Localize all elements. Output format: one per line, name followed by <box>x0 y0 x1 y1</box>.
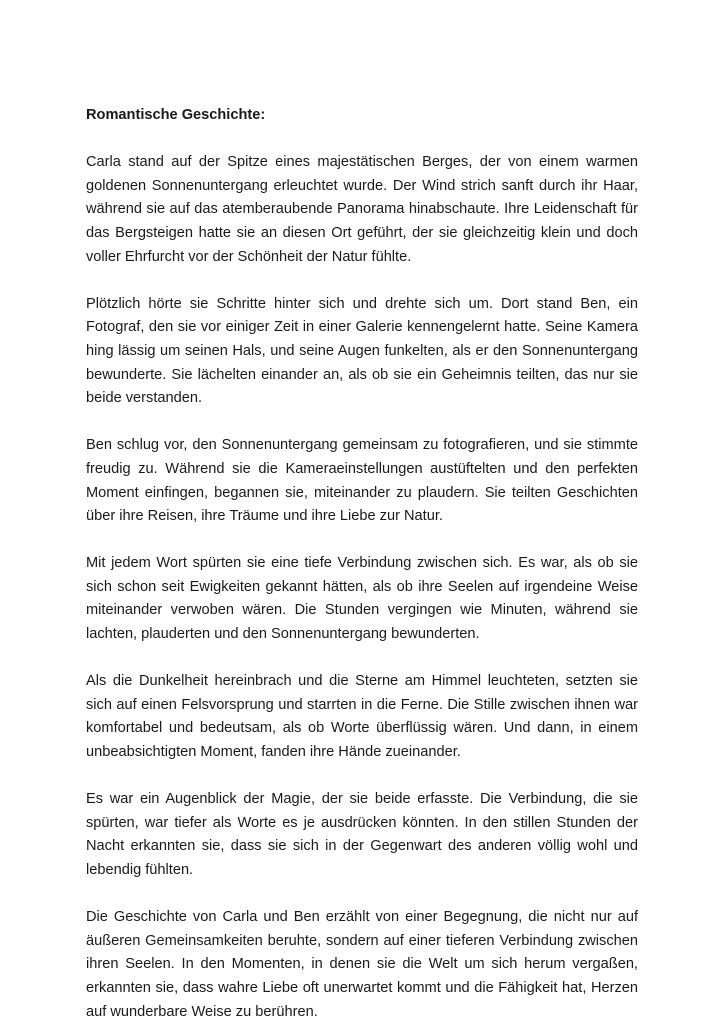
document-title: Romantische Geschichte: <box>86 107 266 123</box>
paragraph-6: Es war ein Augenblick der Magie, der sie beide erfasste. Die Verbindung, die sie spürten, war tiefer als Worte es je ausdrücken könnten. In den stillen Stunden der Nacht erkannten sie, dass sie sich in der Gegenwart des anderen völlig wohl und lebendig fühlten. <box>86 791 638 878</box>
paragraph-1: Carla stand auf der Spitze eines majestätischen Berges, der von einem warmen goldenen Sonnenuntergang erleuchtet wurde. Der Wind strich sanft durch ihr Haar, während sie auf das atemberaubende Panorama hinabschaute. Ihre Leidenschaft für das Bergsteigen hatte sie an diesen Ort geführt, der sie gleichzeitig klein und doch voller Ehrfurcht vor der Schönheit der Natur fühlte. <box>86 154 638 265</box>
paragraph-3: Ben schlug vor, den Sonnenuntergang gemeinsam zu fotografieren, und sie stimmte freudig zu. Während sie die Kameraeinstellungen austüftelten und den perfekten Moment einfingen, begannen sie, miteinander zu plaudern. Sie teilten Geschichten über ihre Reisen, ihre Träume und ihre Liebe zur Natur. <box>86 437 638 525</box>
paragraph-5: Als die Dunkelheit hereinbrach und die Sterne am Himmel leuchteten, setzten sie sich auf einen Felsvorsprung und starrten in die Ferne. Die Stille zwischen ihnen war komfortabel und bedeutsam, als ob Worte überflüssig wären. Und dann, in einem unbeabsichtigten Moment, fanden ihre Hände zueinander. <box>86 673 638 761</box>
paragraph-7: Die Geschichte von Carla und Ben erzählt von einer Begegnung, die nicht nur auf äußeren Gemeinsamkeiten beruhte, sondern auf einer tieferen Verbindung zwischen ihren Seelen. In den Momenten, in denen sie die Welt um sich herum vergaßen, erkannten sie, dass wahre Liebe oft unerwartet kommt und die Fähigkeit hat, Herzen auf wunderbare Weise zu berühren. <box>86 909 638 1020</box>
paragraph-2: Plötzlich hörte sie Schritte hinter sich und drehte sich um. Dort stand Ben, ein Fotograf, den sie vor einiger Zeit in einer Galerie kennengelernt hatte. Seine Kamera hing lässig um seinen Hals, und seine Augen funkelten, als er den Sonnenuntergang bewunderte. Sie lächelten einander an, als ob sie ein Geheimnis teilten, das nur sie beide verstanden. <box>86 295 638 407</box>
paragraph-4: Mit jedem Wort spürten sie eine tiefe Verbindung zwischen sich. Es war, als ob sie sich schon seit Ewigkeiten gekannt hätten, als ob ihre Seelen auf irgendeine Weise miteinander verwoben wären. Die Stunden vergingen wie Minuten, während sie lachten, plauderten und den Sonnenuntergang bewunderten. <box>86 555 638 643</box>
document-page <box>86 104 638 1024</box>
